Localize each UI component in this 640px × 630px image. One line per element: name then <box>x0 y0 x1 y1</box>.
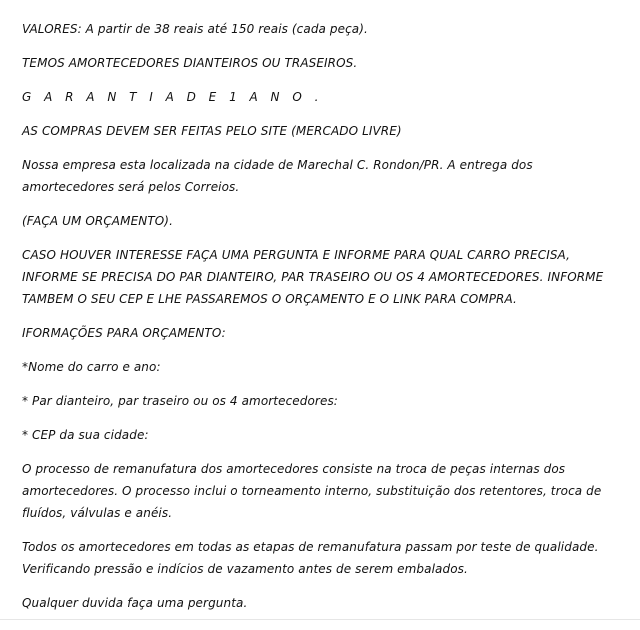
quote-item-pair: * Par dianteiro, par traseiro ou os 4 amortecedores: <box>22 394 338 408</box>
quote-paragraph: (FAÇA UM ORÇAMENTO). <box>22 214 173 228</box>
product-type-paragraph: TEMOS AMORTECEDORES DIANTEIROS OU TRASEIROS. <box>22 56 358 70</box>
document-body <box>22 18 622 626</box>
interest-instructions-paragraph: CASO HOUVER INTERESSE FAÇA UMA PERGUNTA E INFORME PARA QUAL CARRO PRECISA, INFORME SE PRECISA DO PAR DIANTEIRO, PAR TRASEIRO OU OS 4 AMORTECEDORES. INFORME TAMBEM O SEU CEP E LHE PASSAREMOS O ORÇAMENTO E O LINK PARA COMPRA. <box>22 248 604 306</box>
warranty-paragraph: G A R A N T I A D E 1 A N O . <box>22 90 323 104</box>
price-paragraph: VALORES: A partir de 38 reais até 150 reais (cada peça). <box>22 22 368 36</box>
quote-item-car: *Nome do carro e ano: <box>22 360 161 374</box>
questions-paragraph: Qualquer duvida faça uma pergunta. <box>22 596 248 610</box>
quality-paragraph: Todos os amortecedores em todas as etapas de remanufatura passam por teste de qualidade. Verificando pressão e indícios de vazamento antes de serem embalados. <box>22 540 599 576</box>
location-paragraph: Nossa empresa esta localizada na cidade de Marechal C. Rondon/PR. A entrega dos amortecedores será pelos Correios. <box>22 158 533 194</box>
quote-item-cep: * CEP da sua cidade: <box>22 428 149 442</box>
process-paragraph: O processo de remanufatura dos amortecedores consiste na troca de peças internas dos amortecedores. O processo inclui o torneamento interno, substituição dos retentores, troca de fluídos, válvulas e anéis. <box>22 462 602 520</box>
purchase-site-paragraph: AS COMPRAS DEVEM SER FEITAS PELO SITE (MERCADO LIVRE) <box>22 124 402 138</box>
bottom-divider <box>0 619 640 620</box>
quote-info-heading: IFORMAÇÕES PARA ORÇAMENTO: <box>22 326 226 340</box>
